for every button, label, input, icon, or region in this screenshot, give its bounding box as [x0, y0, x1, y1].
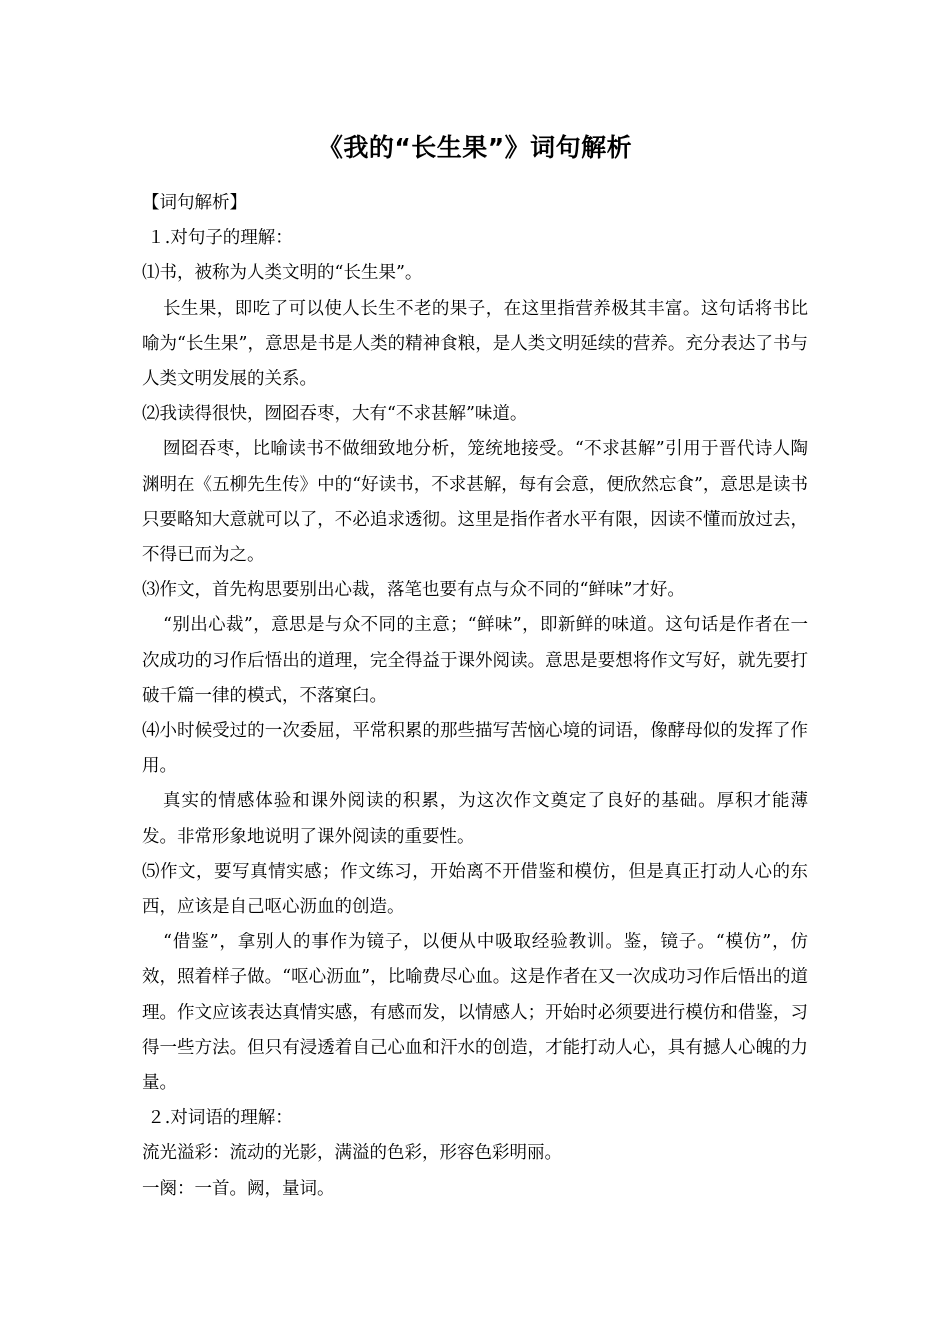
explanation-2: 囫囵吞枣，比喻读书不做细致地分析，笼统地接受。“不求甚解”引用于晋代诗人陶渊明在《五柳先生传》中的“好读书，不求甚解，每有会意，便欣然忘食”，意思是读书只要略知大意就可以了，不必追求透彻。这里是指作者水平有限，因读不懂而放过去，不得已而为之。 — [142, 439, 808, 566]
explanation-5: “借鉴”，拿别人的事作为镜子，以便从中吸取经验教训。鉴，镜子。“模仿”，仿效，照着样子做。“呕心沥血”，比喻费尽心血。这是作者在又一次成功习作后悟出的道理。作文应该表达真情实感，有感而发，以情感人；开始时必须要进行模仿和借鉴，习得一些方法。但只有浸透着自己心血和汗水的创造，才能打动人心，具有撼人心魄的力量。 — [142, 932, 808, 1094]
sentence-4: ⑷小时候受过的一次委屈，平常积累的那些描写苦恼心境的词语，像酵母似的发挥了作用。 — [142, 721, 808, 777]
document-title: 《我的“长生果”》词句解析 — [317, 133, 633, 162]
explanation-4: 真实的情感体验和课外阅读的积累，为这次作文奠定了良好的基础。厚积才能薄发。非常形象地说明了课外阅读的重要性。 — [142, 791, 808, 847]
sentence-2: ⑵我读得很快，囫囵吞枣，大有“不求甚解”味道。 — [142, 404, 528, 425]
part1-heading: １.对句子的理解： — [147, 228, 293, 249]
section-heading: 【词句解析】 — [142, 193, 247, 213]
word-definition-1: 流光溢彩：流动的光影，满溢的色彩，形容色彩明丽。 — [142, 1143, 562, 1164]
sentence-3: ⑶作文，首先构思要别出心裁，落笔也要有点与众不同的“鲜味”才好。 — [142, 580, 685, 601]
sentence-5: ⑸作文，要写真情实感；作文练习，开始离不开借鉴和模仿，但是真正打动人心的东西，应该是自己呕心沥血的创造。 — [142, 861, 808, 918]
sentence-1: ⑴书，被称为人类文明的“长生果”。 — [142, 263, 423, 284]
word-definition-2: 一阕：一首。阙，量词。 — [142, 1178, 335, 1199]
explanation-3: “别出心裁”，意思是与众不同的主意；“鲜味”，即新鲜的味道。这句话是作者在一次成功的习作后悟出的道理，完全得益于课外阅读。意思是要想将作文写好，就先要打破千篇一律的模式，不落窠臼。 — [142, 615, 808, 706]
part2-heading: ２.对词语的理解： — [147, 1108, 293, 1129]
document-page — [142, 128, 808, 1207]
explanation-1: 长生果，即吃了可以使人长生不老的果子，在这里指营养极其丰富。这句话将书比喻为“长生果”，意思是书是人类的精神食粮，是人类文明延续的营养。充分表达了书与人类文明发展的关系。 — [142, 298, 808, 390]
